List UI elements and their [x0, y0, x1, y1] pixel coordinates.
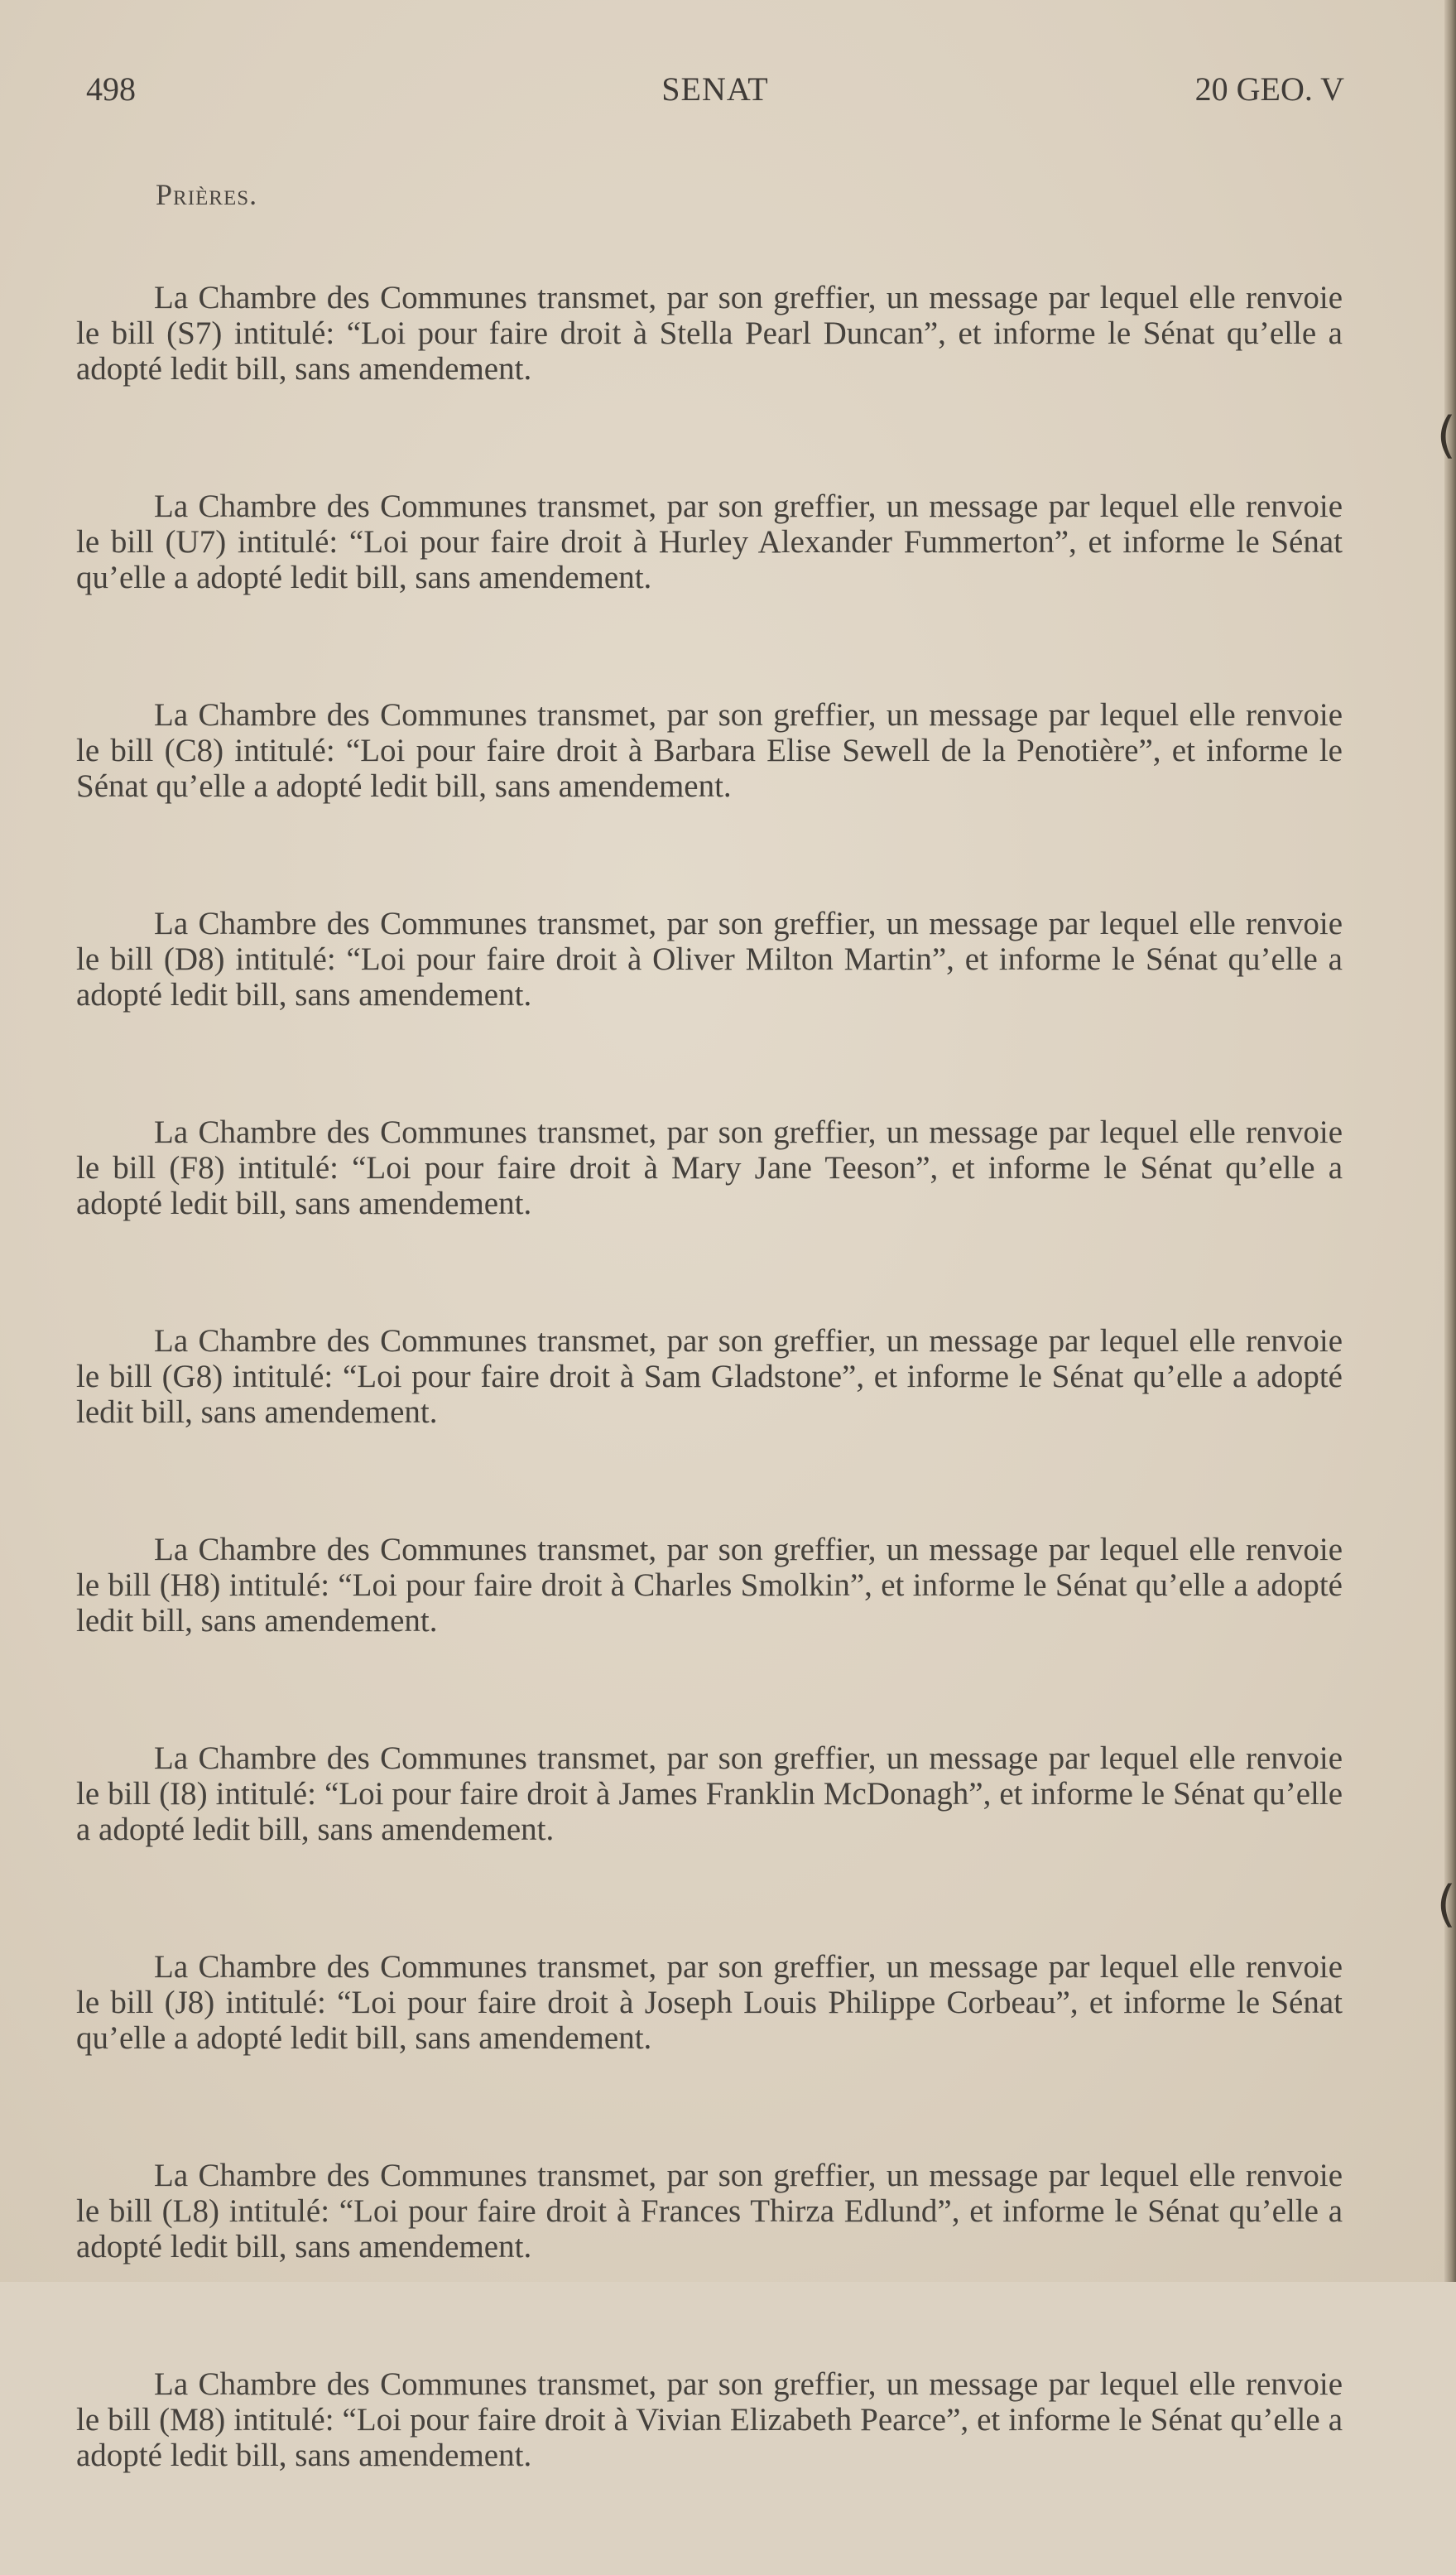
paragraph: La Chambre des Communes transmet, par son greffier, un message par lequel elle renvoie le bill (C8) intitulé: “Loi pour faire droit à Barbara Elise Sewell de la Penotière”, et informe le Sénat qu’elle a adopté ledit bill, sans amendement. [76, 697, 1343, 804]
paragraph: La Chambre des Communes transmet, par son greffier, un message par lequel elle renvoie le bill (I8) intitulé: “Loi pour faire droit à James Franklin McDonagh”, et informe le Sénat qu’elle a adopté ledit bill, sans amendement. [76, 1740, 1343, 1847]
paragraph: La Chambre des Communes transmet, par son greffier, un message par lequel elle renvoie le bill (U7) intitulé: “Loi pour faire droit à Hurley Alexander Fummerton”, et informe le Sénat qu’elle a adopté ledit bill, sans amendement. [76, 489, 1343, 595]
paragraph: La Chambre des Communes transmet, par son greffier, un message par lequel elle renvoie le bill (G8) intitulé: “Loi pour faire droit à Sam Gladstone”, et informe le Sénat qu’elle a adopté ledit bill, sans amendement. [76, 1323, 1343, 1430]
body-text [76, 280, 1343, 2575]
paragraph: La Chambre des Communes transmet, par son greffier, un message par lequel elle renvoie le bill (L8) intitulé: “Loi pour faire droit à Frances Thirza Edlund”, et informe le Sénat qu’elle a adopté ledit bill, sans amendement. [76, 2158, 1343, 2265]
paragraph: La Chambre des Communes transmet, par son greffier, un message par lequel elle renvoie le bill (J8) intitulé: “Loi pour faire droit à Joseph Louis Philippe Corbeau”, et informe le Sénat qu’elle a adopté ledit bill, sans amendement. [76, 1949, 1343, 2056]
header-title: SENAT [661, 70, 769, 108]
page-edge-shadow [1444, 0, 1456, 2282]
binding-mark-icon: ( [1436, 407, 1456, 464]
paragraph: La Chambre des Communes transmet, par son greffier, un message par lequel elle renvoie le bill (H8) intitulé: “Loi pour faire droit à Charles Smolkin”, et informe le Sénat qu’elle a adopté ledit bill, sans amendement. [76, 1532, 1343, 1639]
paragraph: La Chambre des Communes transmet, par son greffier, un message par lequel elle renvoie le bill (S7) intitulé: “Loi pour faire droit à Stella Pearl Duncan”, et informe le Sénat qu’elle a adopté ledit bill, sans amendement. [76, 280, 1343, 387]
section-title: Prières. [156, 178, 258, 211]
paragraph: La Chambre des Communes transmet, par son greffier, un message par lequel elle renvoie le bill (M8) intitulé: “Loi pour faire droit à Vivian Elizabeth Pearce”, et informe le Sénat qu’elle a adopté ledit bill, sans amendement. [76, 2366, 1343, 2473]
paragraph: La Chambre des Communes transmet, par son greffier, un message par lequel elle renvoie le bill (F8) intitulé: “Loi pour faire droit à Mary Jane Teeson”, et informe le Sénat qu’elle a adopté ledit bill, sans amendement. [76, 1114, 1343, 1221]
header-session: 20 GEO. V [1194, 70, 1344, 108]
paragraph: La Chambre des Communes transmet, par son greffier, un message par lequel elle renvoie le bill (D8) intitulé: “Loi pour faire droit à Oliver Milton Martin”, et informe le Sénat qu’elle a adopté ledit bill, sans amendement. [76, 906, 1343, 1013]
page-header [86, 70, 1344, 119]
binding-mark-icon: ( [1436, 1875, 1456, 1933]
page-number: 498 [86, 70, 136, 108]
